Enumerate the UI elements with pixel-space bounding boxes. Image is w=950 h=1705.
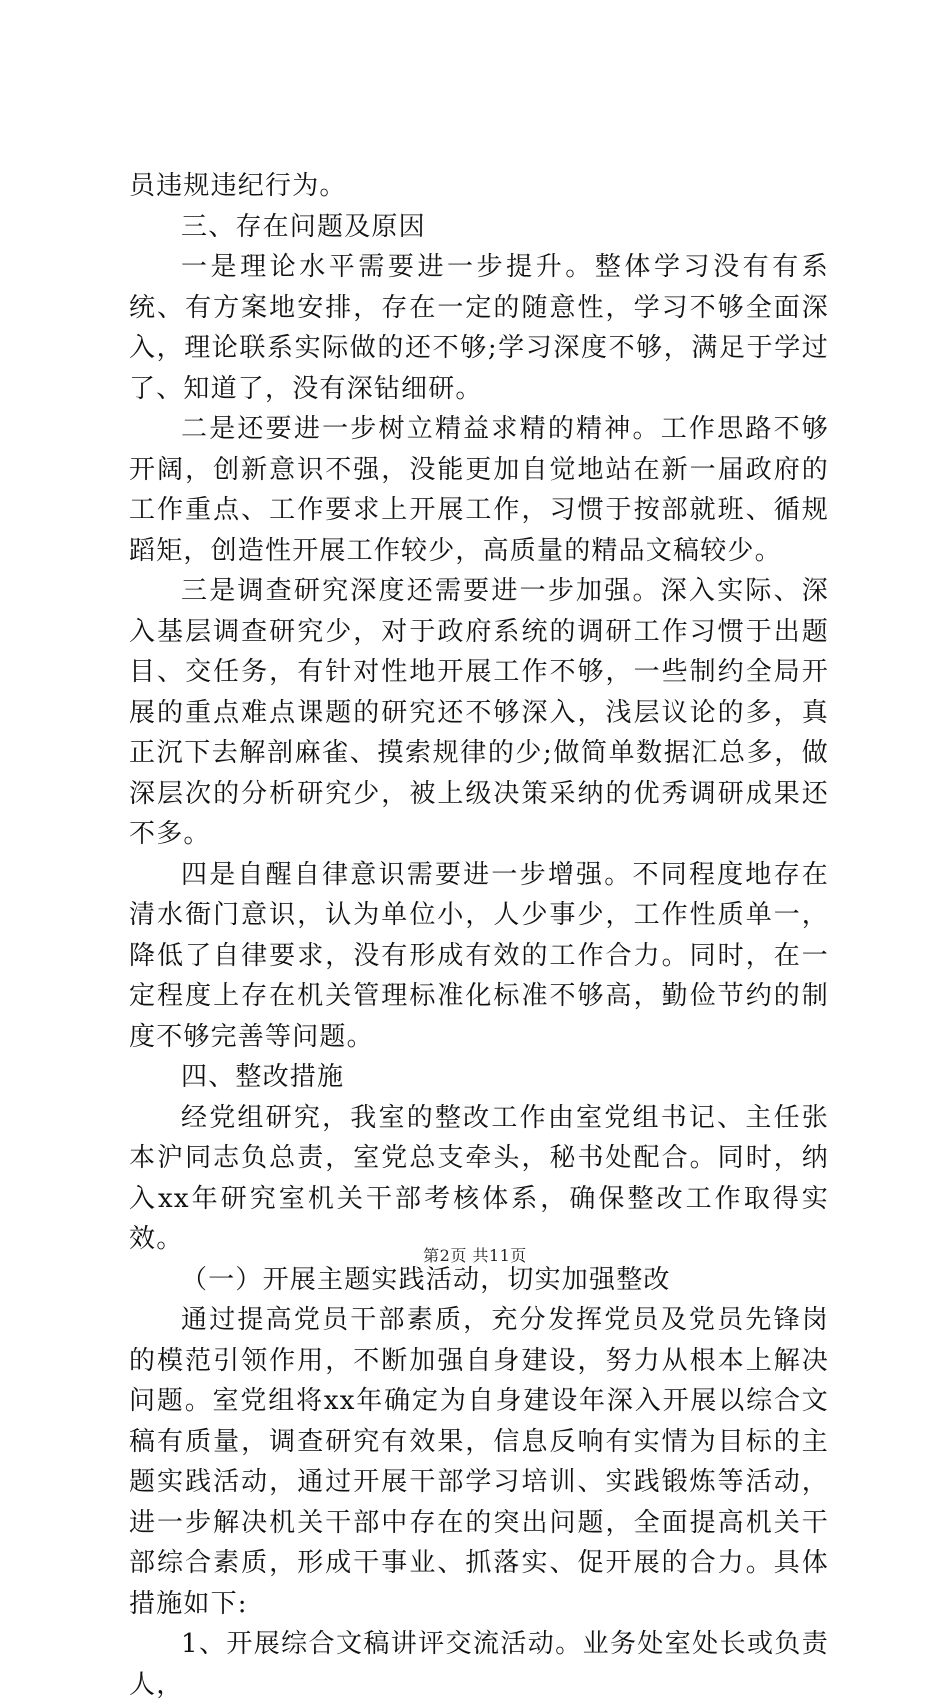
paragraph-continuation: 员违规违纪行为。 [129, 171, 347, 201]
paragraph-party-group: 经党组研究，我室的整改工作由室党组书记、主任张本沪同志负总责，室党总支牵头，秘书处配合。同时，纳入xx年研究室机关干部考核体系，确保整改工作取得实效。 [129, 1102, 829, 1254]
paragraph-theory-level: 一是理论水平需要进一步提升。整体学习没有有系统、有方案地安排，存在一定的随意性，学习不够全面深入，理论联系实际做的还不够;学习深度不够，满足于学过了、知道了，没有深钻细研。 [129, 252, 829, 404]
paragraph-excellence-spirit: 二是还要进一步树立精益求精的精神。工作思路不够开阔，创新意识不强，没能更加自觉地站在新一届政府的工作重点、工作要求上开展工作，习惯于按部就班、循规蹈矩，创造性开展工作较少，高质量的精品文稿较少。 [129, 414, 829, 566]
subheading-theme-practice: （一）开展主题实践活动，切实加强整改 [181, 1264, 671, 1295]
document-body [129, 166, 829, 1705]
paragraph-research-depth: 三是调查研究深度还需要进一步加强。深入实际、深入基层调查研究少，对于政府系统的调研工作习惯于出题目、交任务，有针对性地开展工作不够，一些制约全局开展的重点难点课题的研究还不够深入，浅层议论的多，真正沉下去解剖麻雀、摸索规律的少;做简单数据汇总多，做深层次的分析研究少，被上级决策采纳的优秀调研成果还不多。 [129, 576, 829, 849]
section-heading-measures: 四、整改措施 [181, 1062, 345, 1092]
paragraph-measure-1: 1、开展综合文稿讲评交流活动。业务处室处长或负责人， [129, 1629, 829, 1700]
paragraph-cadre-quality: 通过提高党员干部素质，充分发挥党员及党员先锋岗的模范引领作用，不断加强自身建设，努力从根本上解决问题。室党组将xx年确定为自身建设年深入开展以综合文稿有质量，调查研究有效果，信息反响有实情为目标的主题实践活动，通过开展干部学习培训、实践锻炼等活动，进一步解决机关干部中存在的突出问题，全面提高机关干部综合素质，形成干事业、抓落实、促开展的合力。具体措施如下: [129, 1305, 829, 1619]
page-footer: 第2页 共11页 [423, 1246, 527, 1265]
section-heading-problems: 三、存在问题及原因 [181, 211, 426, 242]
paragraph-self-discipline: 四是自醒自律意识需要进一步增强。不同程度地存在清水衙门意识，认为单位小，人少事少，工作性质单一，降低了自律要求，没有形成有效的工作合力。同时，在一定程度上存在机关管理标准化标准不够高，勤俭节约的制度不够完善等问题。 [129, 859, 829, 1052]
